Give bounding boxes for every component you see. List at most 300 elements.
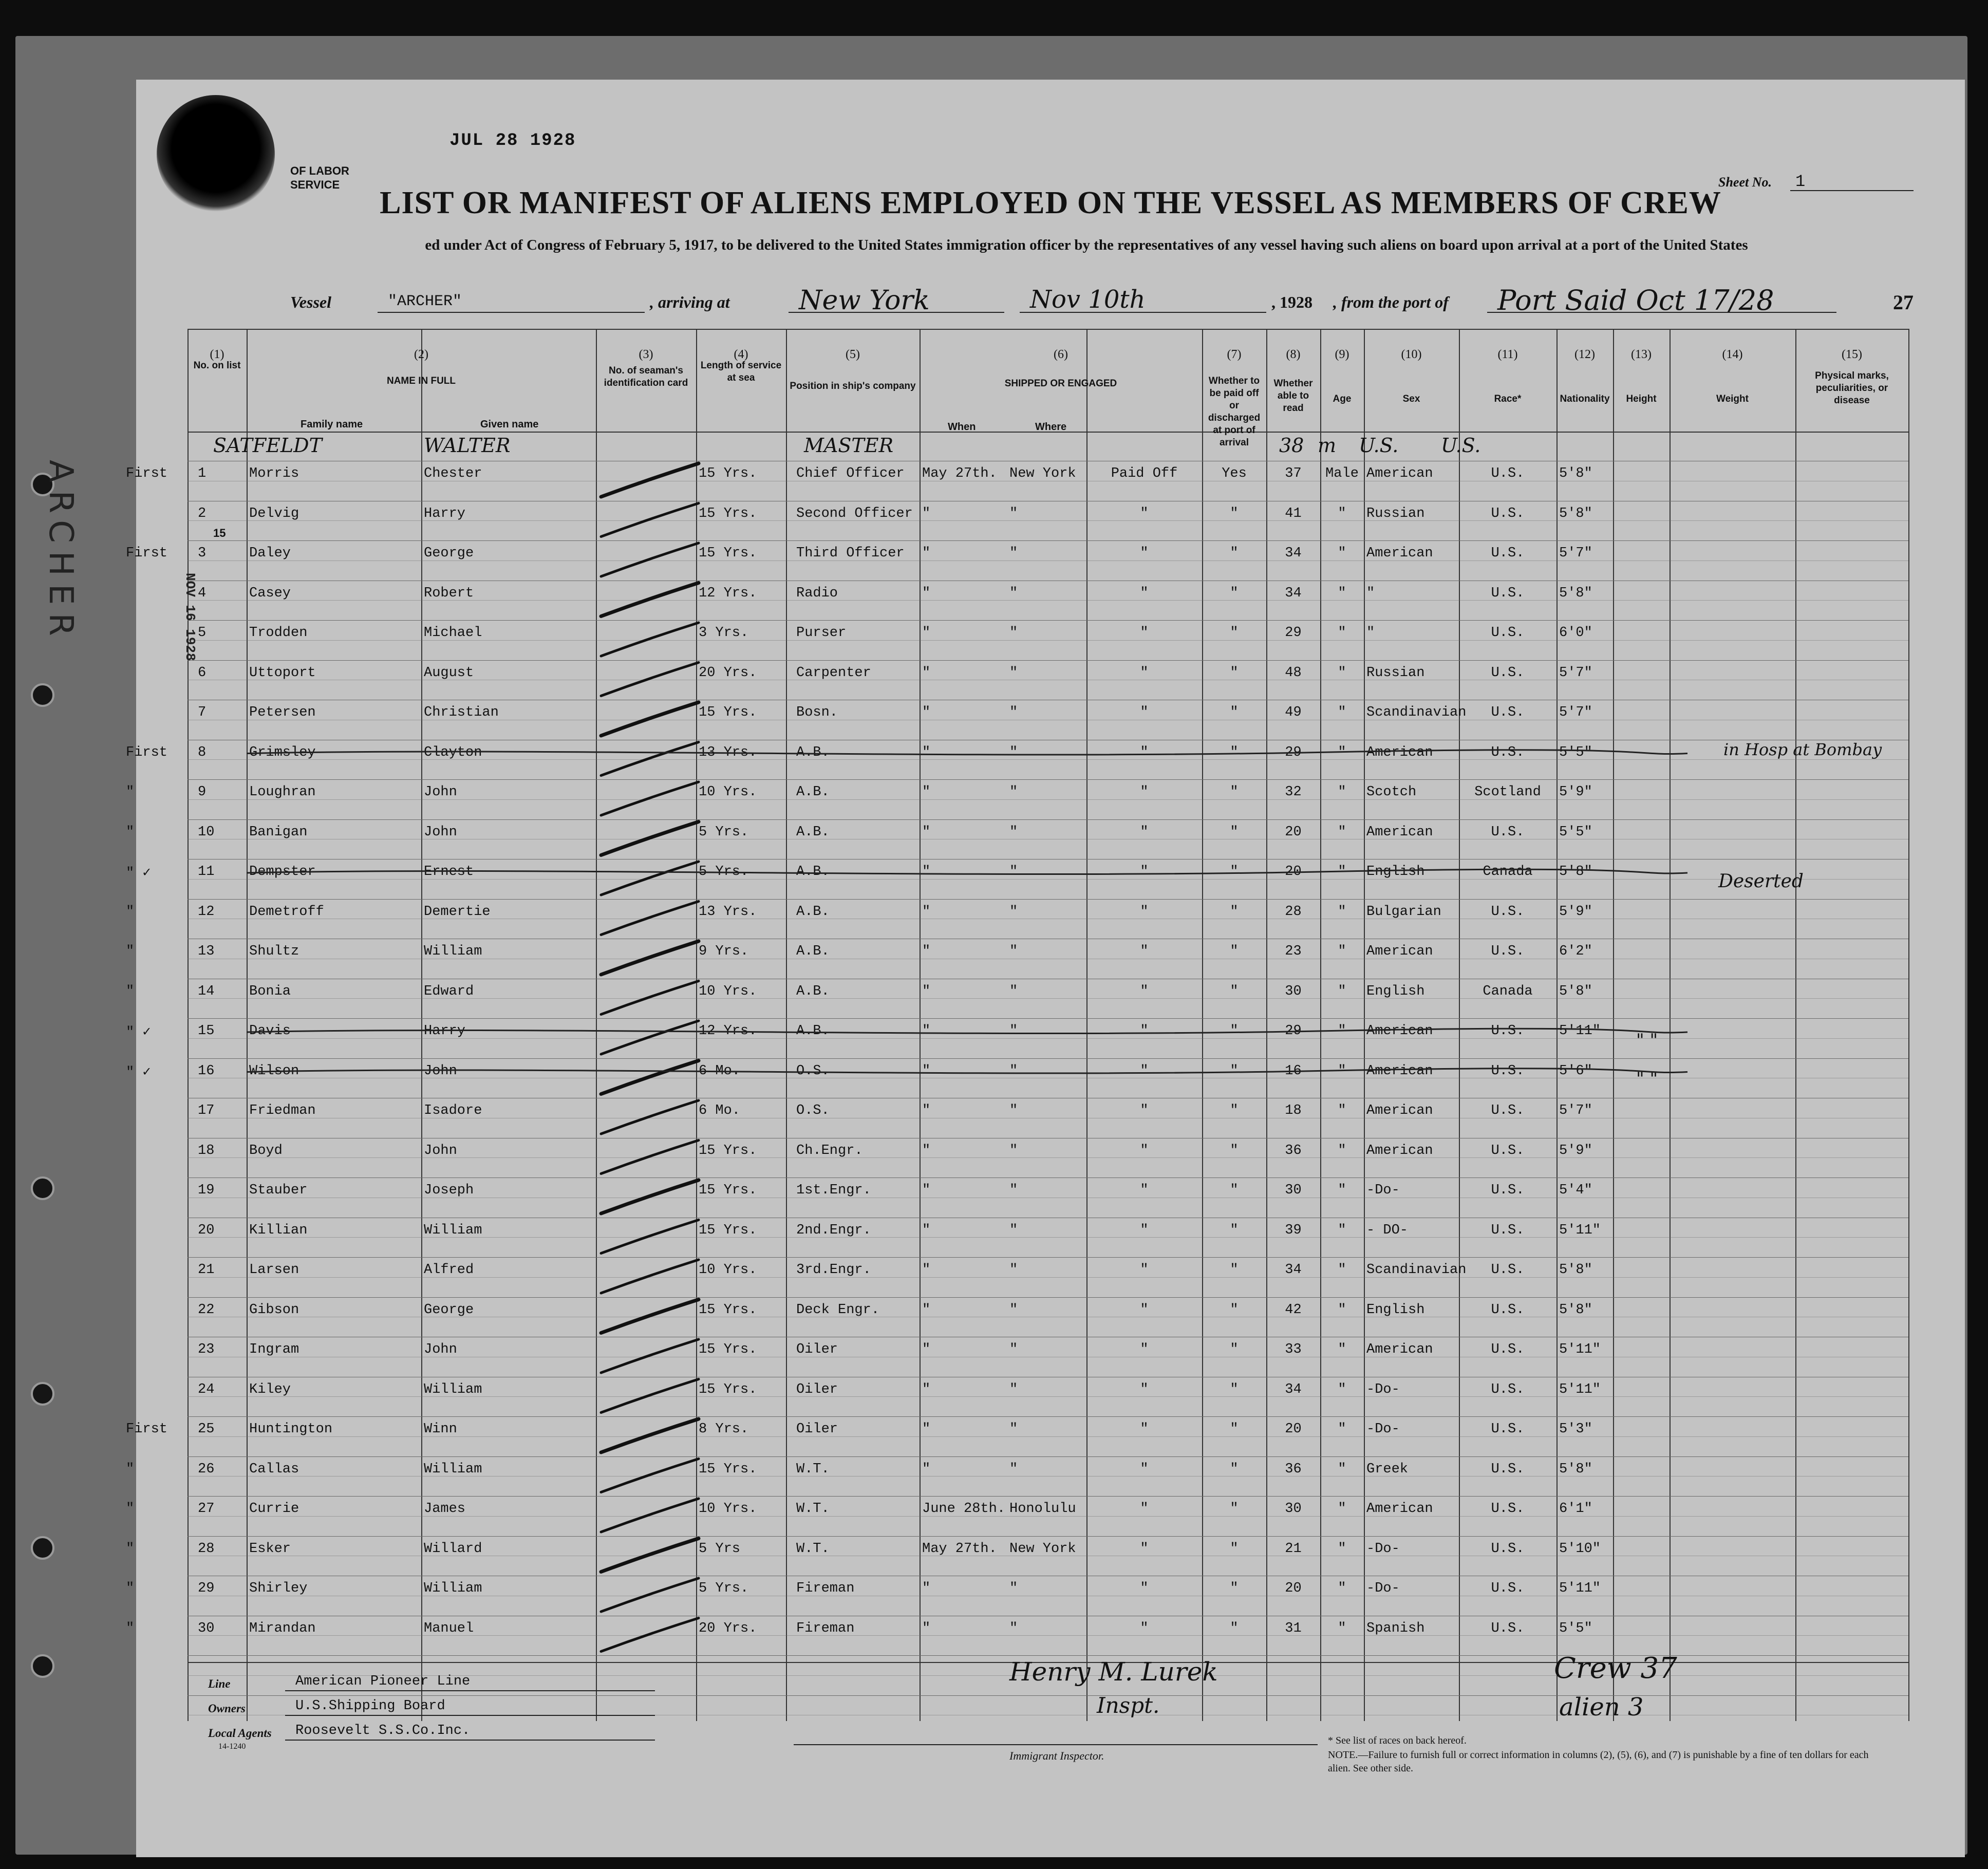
given-name: August xyxy=(424,665,474,681)
column-header: Race* xyxy=(1494,394,1522,404)
shipped-where: Honolulu xyxy=(1009,1501,1076,1517)
shipped-where: " xyxy=(1009,1381,1018,1397)
family-name: Daley xyxy=(249,546,291,561)
arriving-label: , arriving at xyxy=(650,293,730,311)
shipped-where: " xyxy=(1009,546,1018,561)
age: 16 xyxy=(1285,1063,1302,1079)
family-name: Killian xyxy=(249,1222,308,1238)
age: 18 xyxy=(1285,1103,1302,1118)
height: 5'8" xyxy=(1559,466,1592,481)
sex: " xyxy=(1338,983,1346,999)
shipped-when: " xyxy=(922,506,931,521)
given-name: John xyxy=(424,1143,457,1158)
row-number: 19 xyxy=(198,1183,215,1198)
height: 5'7" xyxy=(1559,546,1592,561)
height: 5'8" xyxy=(1559,1262,1592,1278)
position: A.B. xyxy=(796,983,830,999)
age: 41 xyxy=(1285,506,1302,521)
id-card-pen-stroke xyxy=(601,543,699,576)
id-card-pen-stroke xyxy=(601,1578,699,1612)
family-name: Wilson xyxy=(249,1063,299,1079)
row-number: 16 xyxy=(198,1063,215,1079)
annotation-hospital: in Hosp at Bombay xyxy=(1723,740,1882,759)
nationality: U.S. xyxy=(1491,904,1525,920)
column-header: SHIPPED OR ENGAGED xyxy=(1004,378,1117,389)
given-name: Joseph xyxy=(424,1183,474,1198)
paid-off: " xyxy=(1140,665,1149,681)
shipped-when: " xyxy=(922,983,931,999)
paid-off: " xyxy=(1140,1501,1149,1517)
position: Bosn. xyxy=(796,705,838,720)
id-card-pen-stroke xyxy=(601,1618,699,1652)
row-mark: " xyxy=(126,1620,135,1636)
pen-strokes xyxy=(136,80,1965,1857)
age: 37 xyxy=(1285,466,1302,481)
position: Chief Officer xyxy=(796,466,905,481)
shipped-where: " xyxy=(1009,1461,1018,1477)
vessel-name: "ARCHER" xyxy=(388,293,462,310)
shipped-where: " xyxy=(1009,625,1018,641)
nationality: U.S. xyxy=(1491,1262,1525,1278)
position: Fireman xyxy=(796,1581,855,1596)
service-length: 15 Yrs. xyxy=(699,1183,757,1198)
sex: " xyxy=(1338,744,1346,760)
nationality: U.S. xyxy=(1491,1222,1525,1238)
races-note: * See list of races on back hereof. xyxy=(1328,1735,1467,1746)
height: 5'11" xyxy=(1559,1581,1601,1596)
position: 3rd.Engr. xyxy=(796,1262,871,1278)
master-nationality: U.S. xyxy=(1441,434,1481,457)
column-number: (10) xyxy=(1401,348,1422,361)
age: 23 xyxy=(1285,944,1302,959)
race: -Do- xyxy=(1366,1581,1400,1596)
paid-off: " xyxy=(1140,824,1149,840)
service-length: 20 Yrs. xyxy=(699,665,757,681)
position: A.B. xyxy=(796,1023,830,1039)
nationality: U.S. xyxy=(1491,585,1525,601)
row-number: 9 xyxy=(198,784,207,800)
service-length: 6 Mo. xyxy=(699,1103,741,1118)
sex: " xyxy=(1338,1063,1346,1079)
height: 5'8" xyxy=(1559,585,1592,601)
race: American xyxy=(1366,744,1433,760)
vessel-label: Vessel xyxy=(290,293,331,311)
race: -Do- xyxy=(1366,1422,1400,1437)
id-card-pen-stroke xyxy=(601,742,699,776)
service-length: 15 Yrs. xyxy=(699,705,757,720)
shipped-when: " xyxy=(922,585,931,601)
inspector-signature-title: Inspt. xyxy=(1097,1693,1160,1718)
row-number: 5 xyxy=(198,625,207,641)
able-to-read: " xyxy=(1230,1143,1239,1158)
sex: " xyxy=(1338,665,1346,681)
id-card-pen-stroke xyxy=(601,782,699,815)
given-name: James xyxy=(424,1501,466,1517)
column-header: Length of service at sea xyxy=(700,360,782,383)
stamp-text: SERVICE xyxy=(290,178,340,191)
height: 6'2" xyxy=(1559,944,1592,959)
paid-off: " xyxy=(1140,784,1149,800)
race: Russian xyxy=(1366,665,1425,681)
able-to-read: " xyxy=(1230,625,1239,641)
id-card-pen-stroke xyxy=(601,1300,699,1333)
shipped-when: " xyxy=(922,1143,931,1158)
row-mark: First xyxy=(126,546,168,561)
given-name: Ernest xyxy=(424,864,474,880)
family-name: Esker xyxy=(249,1541,291,1557)
paid-off: " xyxy=(1140,1262,1149,1278)
column-number: (13) xyxy=(1631,348,1652,361)
sex: " xyxy=(1338,506,1346,521)
shipped-when: " xyxy=(922,546,931,561)
penalty-note: NOTE.—Failure to furnish full or correct information in columns (2), (5), (6), and (7) is punishable by a fine of ten dollars for each alien. See other side. xyxy=(1328,1749,1869,1774)
sex: " xyxy=(1338,784,1346,800)
shipped-where: " xyxy=(1009,1302,1018,1318)
column-header: Position in ship's company xyxy=(790,381,916,391)
height: 5'8" xyxy=(1559,1302,1592,1318)
strike-through-line xyxy=(247,869,1687,874)
age: 20 xyxy=(1285,824,1302,840)
age: 20 xyxy=(1285,864,1302,880)
row-mark: First xyxy=(126,1422,168,1437)
nationality: U.S. xyxy=(1491,506,1525,521)
sex: Male xyxy=(1325,466,1359,481)
given-name: William xyxy=(424,1222,482,1238)
row-number: 17 xyxy=(198,1103,215,1118)
id-card-pen-stroke xyxy=(601,1539,699,1572)
sex: " xyxy=(1338,864,1346,880)
nationality: U.S. xyxy=(1491,546,1525,561)
nationality: U.S. xyxy=(1491,466,1525,481)
family-name: Shultz xyxy=(249,944,299,959)
service-length: 8 Yrs. xyxy=(699,1422,749,1437)
family-name: Bonia xyxy=(249,983,291,999)
family-name: Davis xyxy=(249,1023,291,1039)
service-length: 6 Mo. xyxy=(699,1063,741,1079)
service-length: 15 Yrs. xyxy=(699,506,757,521)
id-card-pen-stroke xyxy=(601,1220,699,1254)
owners-label: Owners xyxy=(208,1702,246,1715)
shipped-when: June 28th. xyxy=(922,1501,1006,1517)
row-number: 13 xyxy=(198,944,215,959)
row-number: 22 xyxy=(198,1302,215,1318)
height: 6'0" xyxy=(1559,625,1592,641)
manifest-page xyxy=(42,80,1965,1857)
shipped-when: " xyxy=(922,1063,931,1079)
service-length: 13 Yrs. xyxy=(699,904,757,920)
shipped-when: " xyxy=(922,1461,931,1477)
sex: " xyxy=(1338,824,1346,840)
sex: " xyxy=(1338,1103,1346,1118)
column-header: Whether to be paid off or discharged at port of arrival xyxy=(1208,376,1261,448)
inspector-signature: Henry M. Lurek xyxy=(1009,1657,1218,1687)
id-card-pen-stroke xyxy=(601,1260,699,1293)
arrival-year: , 1928 xyxy=(1271,293,1312,311)
height: 5'5" xyxy=(1559,1620,1592,1636)
paid-off: " xyxy=(1140,705,1149,720)
binder-hole xyxy=(31,683,54,707)
able-to-read: " xyxy=(1230,585,1239,601)
shipped-where: New York xyxy=(1009,466,1076,481)
age: 48 xyxy=(1285,665,1302,681)
nationality: U.S. xyxy=(1491,1342,1525,1357)
height: 5'5" xyxy=(1559,824,1592,840)
height: 5'7" xyxy=(1559,705,1592,720)
id-card-pen-stroke xyxy=(601,1379,699,1413)
position: Oiler xyxy=(796,1422,838,1437)
shipped-where: " xyxy=(1009,1183,1018,1198)
service-length: 12 Yrs. xyxy=(699,585,757,601)
sex: " xyxy=(1338,1581,1346,1596)
service-length: 5 Yrs. xyxy=(699,1581,749,1596)
row-number: 30 xyxy=(198,1620,215,1636)
position: W.T. xyxy=(796,1501,830,1517)
agents-value: Roosevelt S.S.Co.Inc. xyxy=(295,1723,471,1739)
nationality: U.S. xyxy=(1491,1541,1525,1557)
nationality: U.S. xyxy=(1491,1063,1525,1079)
position: A.B. xyxy=(796,744,830,760)
given-name: William xyxy=(424,944,482,959)
received-date-stamp: JUL 28 1928 xyxy=(449,131,576,151)
service-length: 3 Yrs. xyxy=(699,625,749,641)
nationality: U.S. xyxy=(1491,1422,1525,1437)
binder-hole xyxy=(31,1382,54,1406)
shipped-when: " xyxy=(922,705,931,720)
race: - DO- xyxy=(1366,1222,1409,1238)
sex: " xyxy=(1338,1422,1346,1437)
race: Scandinavian xyxy=(1366,705,1467,720)
nationality: U.S. xyxy=(1491,1183,1525,1198)
position: W.T. xyxy=(796,1541,830,1557)
race: English xyxy=(1366,983,1425,999)
row-number: 24 xyxy=(198,1381,215,1397)
service-length: 15 Yrs. xyxy=(699,1381,757,1397)
shipped-when: " xyxy=(922,904,931,920)
shipped-where: " xyxy=(1009,1103,1018,1118)
shipped-where: " xyxy=(1009,1222,1018,1238)
position: 2nd.Engr. xyxy=(796,1222,871,1238)
age: 42 xyxy=(1285,1302,1302,1318)
race: American xyxy=(1366,824,1433,840)
shipped-when: " xyxy=(922,665,931,681)
given-name: Harry xyxy=(424,1023,466,1039)
paid-off: " xyxy=(1140,983,1149,999)
vertical-date-stamp: NOV 16 1928 xyxy=(182,573,198,661)
master-family-name: SATFELDT xyxy=(213,434,322,457)
id-card-pen-stroke xyxy=(601,1339,699,1373)
row-number: 14 xyxy=(198,983,215,999)
paid-off: " xyxy=(1140,1461,1149,1477)
nationality: U.S. xyxy=(1491,705,1525,720)
id-card-pen-stroke xyxy=(601,981,699,1015)
row-number: 26 xyxy=(198,1461,215,1477)
shipped-when: " xyxy=(922,1422,931,1437)
paid-off: " xyxy=(1140,1541,1149,1557)
service-length: 15 Yrs. xyxy=(699,1222,757,1238)
able-to-read: " xyxy=(1230,1501,1239,1517)
race: American xyxy=(1366,466,1433,481)
sex: " xyxy=(1338,1023,1346,1039)
able-to-read: " xyxy=(1230,1620,1239,1636)
given-name: Manuel xyxy=(424,1620,474,1636)
shipped-where: " xyxy=(1009,1620,1018,1636)
family-name: Banigan xyxy=(249,824,308,840)
race: American xyxy=(1366,1342,1433,1357)
row-number: 8 xyxy=(198,744,207,760)
shipped-where: New York xyxy=(1009,1541,1076,1557)
column-header: NAME IN FULL xyxy=(386,376,456,386)
row-number: 1 xyxy=(198,466,207,481)
sex: " xyxy=(1338,1222,1346,1238)
position: Oiler xyxy=(796,1381,838,1397)
given-name: Christian xyxy=(424,705,499,720)
annotation-ditto: " " xyxy=(1636,1069,1658,1089)
nationality: U.S. xyxy=(1491,824,1525,840)
from-port-label: , from the port of xyxy=(1333,293,1449,311)
height: 5'8" xyxy=(1559,983,1592,999)
age: 34 xyxy=(1285,1381,1302,1397)
height: 5'7" xyxy=(1559,665,1592,681)
nationality: U.S. xyxy=(1491,1501,1525,1517)
column-number: (14) xyxy=(1722,348,1743,361)
sex: " xyxy=(1338,1541,1346,1557)
page-number: 27 xyxy=(1893,291,1914,314)
id-card-pen-stroke xyxy=(601,902,699,935)
service-length: 10 Yrs. xyxy=(699,1501,757,1517)
family-name: Larsen xyxy=(249,1262,299,1278)
height: 5'5" xyxy=(1559,744,1592,760)
shipped-where: " xyxy=(1009,983,1018,999)
given-name: John xyxy=(424,824,457,840)
row-number: 27 xyxy=(198,1501,215,1517)
row-mark: " ✓ xyxy=(126,1025,151,1040)
row-number: 3 xyxy=(198,546,207,561)
position: O.S. xyxy=(796,1063,830,1079)
height: 5'7" xyxy=(1559,1103,1592,1118)
race: Scotch xyxy=(1366,784,1417,800)
able-to-read: " xyxy=(1230,705,1239,720)
family-name: Casey xyxy=(249,585,291,601)
service-length: 15 Yrs. xyxy=(699,1342,757,1357)
given-name: William xyxy=(424,1381,482,1397)
able-to-read: " xyxy=(1230,665,1239,681)
row-mark: " xyxy=(126,983,135,999)
row-number: 21 xyxy=(198,1262,215,1278)
row-mark: " xyxy=(126,1581,135,1596)
nationality: U.S. xyxy=(1491,1620,1525,1636)
nationality: U.S. xyxy=(1491,1023,1525,1039)
height: 5'8" xyxy=(1559,506,1592,521)
age: 30 xyxy=(1285,1501,1302,1517)
column-number: (1) xyxy=(210,348,224,361)
inspector-label: Immigrant Inspector. xyxy=(1009,1749,1104,1762)
height: 5'3" xyxy=(1559,1422,1592,1437)
given-name: John xyxy=(424,1342,457,1357)
height: 5'8" xyxy=(1559,864,1592,880)
sex: " xyxy=(1338,1302,1346,1318)
nationality: U.S. xyxy=(1491,1143,1525,1158)
nationality: U.S. xyxy=(1491,1302,1525,1318)
age: 30 xyxy=(1285,983,1302,999)
column-header: Physical marks, peculiarities, or disease xyxy=(1815,370,1889,406)
family-name: Ingram xyxy=(249,1342,299,1357)
able-to-read: " xyxy=(1230,744,1239,760)
paid-off: " xyxy=(1140,944,1149,959)
shipped-where: " xyxy=(1009,1063,1018,1079)
subhead-list-count: 15 xyxy=(213,527,226,539)
nationality: Canada xyxy=(1483,983,1533,999)
column-number: (12) xyxy=(1574,348,1595,361)
shipped-where: " xyxy=(1009,824,1018,840)
able-to-read: " xyxy=(1230,1222,1239,1238)
position: A.B. xyxy=(796,904,830,920)
subhead-given-name: Given name xyxy=(480,419,539,430)
shipped-when: " xyxy=(922,1381,931,1397)
shipped-when: " xyxy=(922,864,931,880)
family-name: Mirandan xyxy=(249,1620,316,1636)
able-to-read: " xyxy=(1230,1063,1239,1079)
height: 5'10" xyxy=(1559,1541,1601,1557)
position: W.T. xyxy=(796,1461,830,1477)
shipped-where: " xyxy=(1009,1143,1018,1158)
id-card-pen-stroke xyxy=(601,1499,699,1532)
race: English xyxy=(1366,864,1425,880)
sex: " xyxy=(1338,546,1346,561)
height: 5'11" xyxy=(1559,1222,1601,1238)
row-mark: First xyxy=(126,744,168,760)
able-to-read: " xyxy=(1230,1103,1239,1118)
strike-through-line xyxy=(247,1029,1687,1033)
family-name: Friedman xyxy=(249,1103,316,1118)
age: 21 xyxy=(1285,1541,1302,1557)
service-length: 13 Yrs. xyxy=(699,744,757,760)
paid-off: " xyxy=(1140,546,1149,561)
id-card-pen-stroke xyxy=(601,1061,699,1094)
service-length: 10 Yrs. xyxy=(699,1262,757,1278)
paid-off: " xyxy=(1140,1023,1149,1039)
age: 49 xyxy=(1285,705,1302,720)
shipped-when: " xyxy=(922,1183,931,1198)
shipped-when: May 27th. xyxy=(922,466,997,481)
row-number: 2 xyxy=(198,506,207,521)
sex: " xyxy=(1338,1342,1346,1357)
height: 5'11" xyxy=(1559,1381,1601,1397)
able-to-read: " xyxy=(1230,1422,1239,1437)
service-length: 15 Yrs. xyxy=(699,546,757,561)
row-number: 28 xyxy=(198,1541,215,1557)
family-name: Morris xyxy=(249,466,299,481)
column-header: Age xyxy=(1333,394,1352,404)
age: 33 xyxy=(1285,1342,1302,1357)
position: 1st.Engr. xyxy=(796,1183,871,1198)
row-mark: " xyxy=(126,944,135,959)
id-card-pen-stroke xyxy=(601,463,699,497)
paid-off: " xyxy=(1140,864,1149,880)
able-to-read: " xyxy=(1230,983,1239,999)
family-name: Currie xyxy=(249,1501,299,1517)
id-card-pen-stroke xyxy=(601,822,699,855)
height: 5'6" xyxy=(1559,1063,1592,1079)
service-length: 20 Yrs. xyxy=(699,1620,757,1636)
line-label: Line xyxy=(208,1677,231,1690)
paid-off: " xyxy=(1140,506,1149,521)
shipped-when: " xyxy=(922,744,931,760)
subhead-when: When xyxy=(948,421,976,433)
column-header: No. of seaman's identification card xyxy=(604,365,688,388)
race: American xyxy=(1366,944,1433,959)
arrival-date: Nov 10th xyxy=(1030,285,1146,314)
shipped-when: May 27th. xyxy=(922,1541,997,1557)
